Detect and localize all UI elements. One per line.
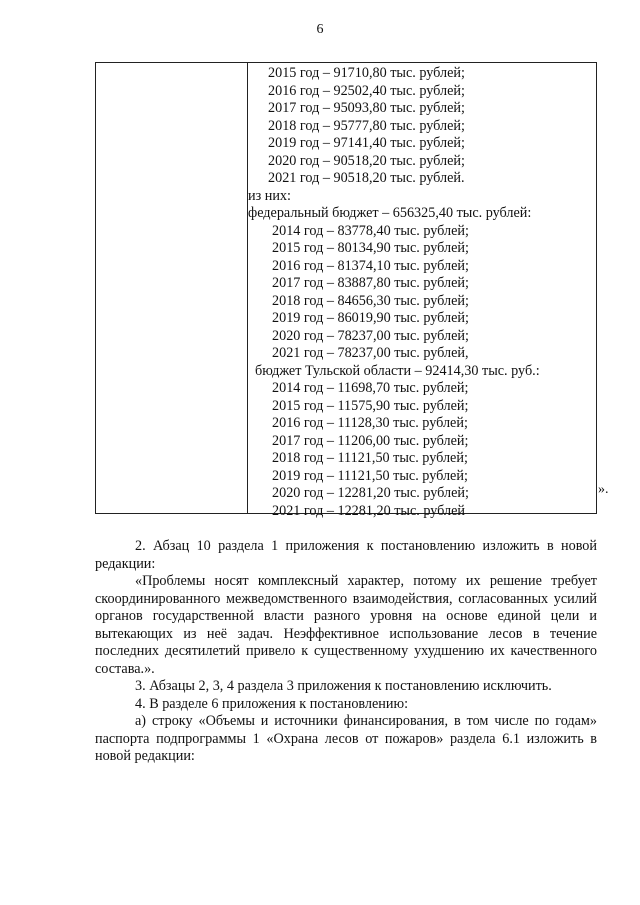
table-line: 2019 год – 97141,40 тыс. рублей; — [268, 135, 465, 151]
table-line: 2015 год – 80134,90 тыс. рублей; — [272, 240, 469, 256]
table-line: бюджет Тульской области – 92414,30 тыс. руб.: — [255, 362, 540, 379]
table-right-cell — [248, 63, 596, 519]
table-line: 2020 год – 12281,20 тыс. рублей; — [272, 485, 469, 501]
body-paragraph: 2. Абзац 10 раздела 1 приложения к постановлению изложить в новой редакции: — [95, 538, 597, 572]
table-line: 2018 год – 11121,50 тыс. рублей; — [272, 450, 468, 466]
table-line: 2018 год – 95777,80 тыс. рублей; — [268, 117, 465, 134]
table-left-cell — [96, 63, 248, 513]
table-line: 2020 год – 78237,00 тыс. рублей; — [272, 327, 469, 344]
funding-table — [95, 62, 597, 519]
body-paragraph: а) строку «Объемы и источники финансирования, в том числе по годам» паспорта подпрограммы 1 «Охрана лесов от пожаров» раздела 6.1 изложить в новой редакции: — [95, 713, 597, 764]
table-line: 2015 год – 11575,90 тыс. рублей; — [272, 397, 469, 414]
table-line: 2016 год – 92502,40 тыс. рублей; — [268, 82, 465, 99]
table-line: 2020 год – 90518,20 тыс. рублей; — [268, 152, 465, 169]
body-paragraph: 3. Абзацы 2, 3, 4 раздела 3 приложения к постановлению исключить. — [135, 678, 552, 694]
body-paragraph: «Проблемы носят комплексный характер, потому их решение требует скоординированного межведомственного взаимодействия, согласованных усилий органов государственной власти разного уровня на основе единой цели и вытекающих из неё задач. Неэффективное использование лесов в течение последних десятилетий привело к существенному ухудшению их качественного состава.». — [95, 573, 597, 677]
closing-quote-mark: ». — [598, 482, 609, 497]
table-line: из них: — [248, 187, 291, 204]
table-line: 2019 год – 86019,90 тыс. рублей; — [272, 310, 469, 326]
table-line: 2021 год – 78237,00 тыс. рублей, — [272, 345, 469, 361]
table-line: 2017 год – 95093,80 тыс. рублей; — [268, 100, 465, 116]
table-line: 2017 год – 83887,80 тыс. рублей; — [272, 275, 469, 291]
table-line: 2014 год – 11698,70 тыс. рублей; — [272, 380, 469, 396]
page-number: 6 — [316, 22, 324, 37]
body-text — [95, 538, 597, 766]
table-line: 2015 год – 91710,80 тыс. рублей; — [268, 65, 465, 81]
table-line: 2018 год – 84656,30 тыс. рублей; — [272, 292, 469, 309]
table-line: 2021 год – 12281,20 тыс. рублей — [272, 502, 465, 519]
table-line: 2019 год – 11121,50 тыс. рублей; — [272, 467, 468, 484]
table-line: 2014 год – 83778,40 тыс. рублей; — [272, 222, 469, 239]
table-line: 2021 год – 90518,20 тыс. рублей. — [268, 170, 465, 186]
table-line: 2016 год – 81374,10 тыс. рублей; — [272, 257, 469, 274]
body-paragraph: 4. В разделе 6 приложения к постановлению: — [135, 695, 409, 712]
table-line: федеральный бюджет – 656325,40 тыс. рублей: — [248, 205, 532, 221]
table-line: 2017 год – 11206,00 тыс. рублей; — [272, 432, 469, 449]
table-line: 2016 год – 11128,30 тыс. рублей; — [272, 415, 468, 431]
